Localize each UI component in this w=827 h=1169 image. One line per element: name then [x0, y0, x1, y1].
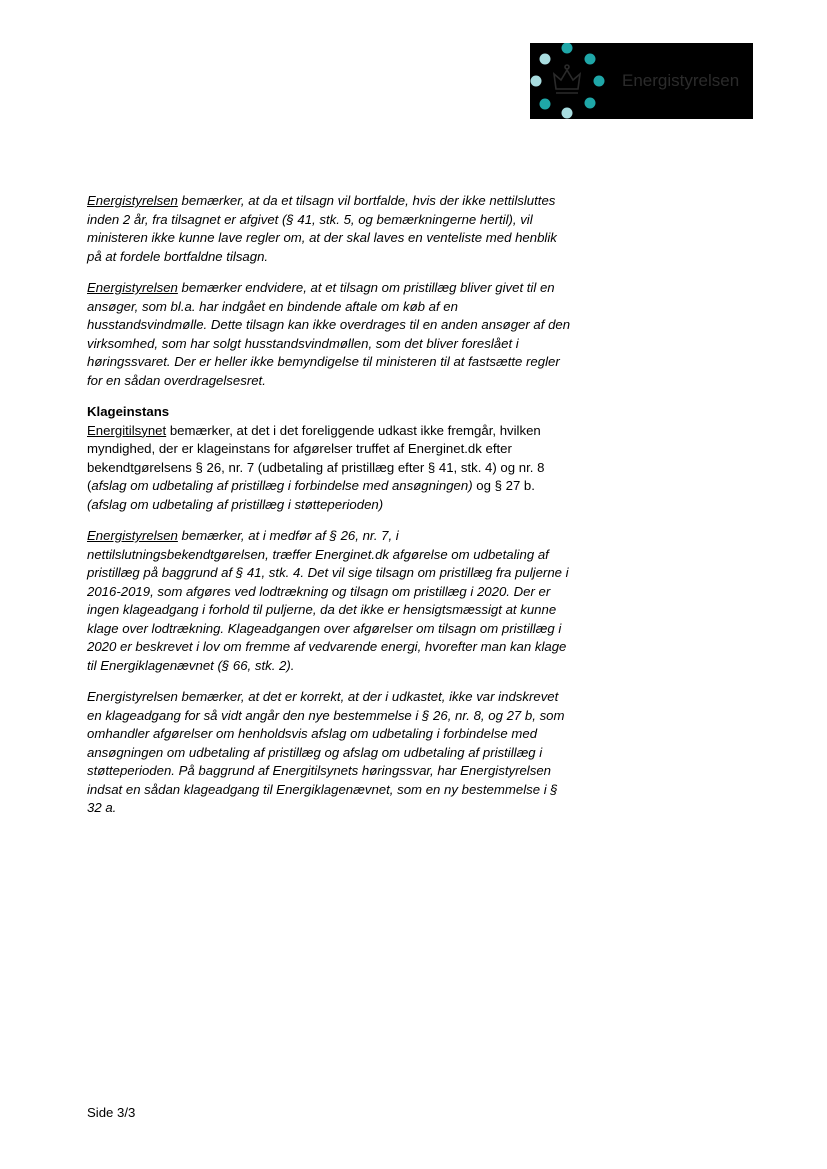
energistyrelsen-logo: [530, 43, 753, 119]
document-body: [87, 192, 607, 831]
subject-energistyrelsen: Energistyrelsen: [87, 528, 178, 543]
logo-dot: [562, 43, 573, 54]
paragraph-text: bemærker, at i medfør af § 26, nr. 7, i nettilslutningsbekendtgørelsen, træffer Energinet.dk afgørelse om udbetaling af pristillæg på baggrund af § 41, stk. 4. Det vil sige tilsagn om pristillæg fra puljerne i 2016-2019, som afgøres ved lodtrækning og tilsagn om pristillæg i 2020. Der er ingen klageadgang i forhold til puljerne, da det ikke er hensigtsmæssigt at kunne klage over lodtrækning. Klageadgangen over afgørelser om tilsagn om pristillæg i 2020 er beskrevet i lov om fremme af vedvarende energi, hvorefter man kan klage til Energiklagenævnet (§ 66, stk. 2).: [87, 528, 569, 673]
paragraph-klageadgang-puljer: [87, 527, 607, 675]
logo-dot: [585, 98, 596, 109]
paragraph-text: og § 27 b.: [476, 478, 535, 493]
paragraph-bortfald: [87, 192, 607, 266]
logo-wordmark: Energistyrelsen: [622, 71, 740, 90]
paragraph-energitilsynet: [87, 422, 607, 515]
logo-dot: [540, 54, 551, 65]
section-heading: Klageinstans: [87, 404, 170, 419]
logo-dot: [585, 54, 596, 65]
section-klageinstans: [87, 403, 607, 514]
paragraph-overdragelse: [87, 279, 607, 390]
paragraph-text: bemærker, at da et tilsagn vil bortfalde, hvis der ikke nettilsluttes inden 2 år, fra tilsagnet er afgivet (§ 41, stk. 5, og bemærkningerne hertil), vil ministeren ikke kunne lave regler om, at der skal laves en venteliste med henblik på at fordele bortfaldne tilsagn.: [87, 193, 557, 264]
logo-dot: [540, 99, 551, 110]
logo-dot: [594, 76, 605, 87]
logo-dot: [531, 76, 542, 87]
paragraph-text: bemærker endvidere, at et tilsagn om pristillæg bliver givet til en ansøger, som bl.a. har indgået en bindende aftale om køb af en husstandsvindmølle. Dette tilsagn kan ikke overdrages til en anden ansøger af den virksomhed, som har solgt husstandsvindmøllen, som det bliver foreslået i høringssvaret. Der er heller ikke bemyndigelse til ministeren til at fastsætte regler for en sådan overdragelsesret.: [87, 280, 571, 388]
subject-energitilsynet: Energitilsynet: [87, 422, 167, 438]
paragraph-text: bemærker, at det i det foreliggende udkast ikke fremgår, hvilken myndighed, der er klageinstans for afgørelser truffet af Energinet.dk efter bekendtgørelsens § 26, nr. 7 (udbetaling af pristillæg efter § 41, stk. 4) og nr. 8 (: [87, 422, 545, 493]
paragraph-italic-text: (afslag om udbetaling af pristillæg i støtteperioden): [87, 496, 384, 512]
paragraph-italic-text: afslag om udbetaling af pristillæg i forbindelse med ansøgningen): [91, 478, 473, 493]
crown-icon: [554, 65, 580, 93]
subject-energistyrelsen: Energistyrelsen: [87, 280, 178, 295]
paragraph-ny-bestemmelse: Energistyrelsen bemærker, at det er korrekt, at der i udkastet, ikke var indskrevet en klageadgang for så vidt angår den nye bestemmelse i § 26, nr. 8, og 27 b, som omhandler afgørelser om henholdsvis afslag om udbetaling i forbindelse med ansøgningen om udbetaling af pristillæg og afslag om udbetaling af pristillæg i støtteperioden. På baggrund af Energitilsynets høringssvar, har Energistyrelsen indsat en sådan klageadgang til Energiklagenævnet, som en ny bestemmelse i § 32 a.: [87, 689, 565, 815]
logo-dot: [562, 108, 573, 119]
page-number: Side 3/3: [87, 1105, 136, 1120]
subject-energistyrelsen: Energistyrelsen: [87, 193, 178, 208]
